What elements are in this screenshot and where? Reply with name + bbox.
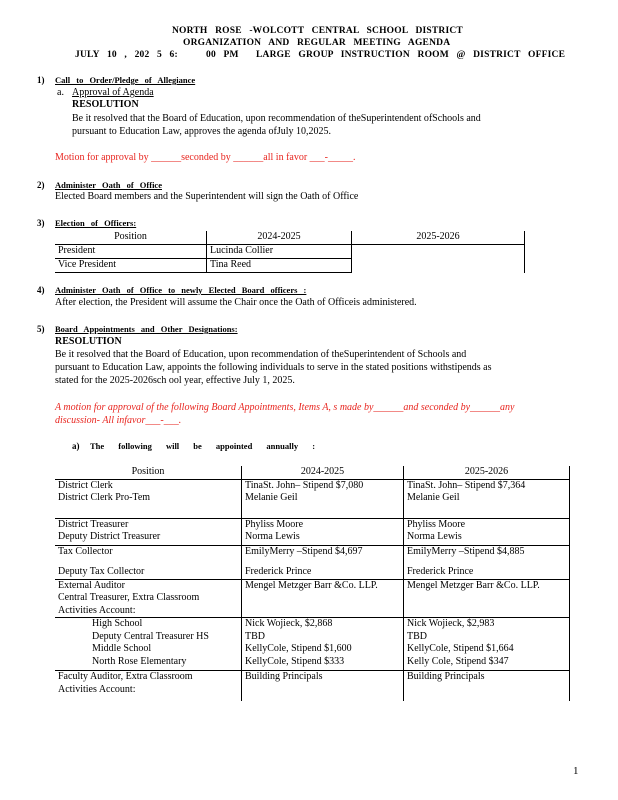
item-1a-title: Approval of Agenda [72, 87, 154, 98]
item-4-number: 4) [37, 285, 45, 295]
position-name: High School [92, 618, 143, 629]
appointments-col-2024: 2024-2025 [242, 466, 404, 479]
header-time: 00 PM [206, 50, 239, 60]
position-name: Faculty Auditor, Extra Classroom [58, 671, 193, 682]
appointee-2024: Mengel Metzger Barr &Co. LLP. [245, 579, 378, 591]
table-row [55, 545, 570, 579]
header-location: LARGE GROUP INSTRUCTION ROOM @ DISTRICT OFFICE [256, 50, 566, 60]
table-row [55, 579, 570, 618]
item-1-number: 1) [37, 75, 45, 85]
appointee-2025: Frederick Prince [407, 565, 474, 577]
position-name: District Treasurer [58, 518, 129, 530]
appointments-table [55, 466, 570, 701]
position-name: Middle School [92, 643, 152, 654]
item-5-motion-line1: A motion for approval of the following Board Appointments, Items A, s made by______and seconded by______any [55, 402, 515, 413]
officers-table [55, 231, 525, 273]
appointee-2024: KellyCole, Stipend $333 [245, 655, 345, 667]
header-meeting-type: ORGANIZATION AND REGULAR MEETING AGENDA [183, 38, 451, 48]
officers-position: Vice President [55, 259, 207, 273]
appointments-col-position: Position [131, 466, 165, 477]
appointee-2025: EmilyMerry –Stipend $4,885 [407, 545, 525, 557]
appointee-2025: Nick Wojieck, $2,983 [407, 618, 495, 629]
appointee-2024: EmilyMerry –Stipend $4,697 [245, 545, 363, 557]
item-1-resolution-label: RESOLUTION [72, 99, 139, 110]
officers-col-2025: 2025-2026 [352, 231, 525, 245]
appointee-2024: Melanie Geil [245, 492, 298, 503]
page-number: 1 [573, 765, 579, 777]
appointee-2025: TinaSt. John– Stipend $7,364 [407, 479, 526, 491]
appointee-2024: Nick Wojieck, $2,868 [245, 618, 333, 629]
item-3-title: Election of Officers: [55, 218, 137, 228]
item-2-text: Elected Board members and the Superintendent will sign the Oath of Office [55, 191, 359, 202]
appointee-2025: Melanie Geil [407, 492, 460, 503]
item-4-text: After election, the President will assume the Chair once the Oath of Officeis administered. [55, 297, 417, 308]
item-3-number: 3) [37, 218, 45, 228]
item-1-motion: Motion for approval by ______seconded by ______all in favor ___-_____. [55, 152, 356, 163]
appointee-2024: KellyCole, Stipend $1,600 [245, 643, 352, 654]
officers-2024-value: Lucinda Collier [207, 245, 352, 259]
item-5-number: 5) [37, 324, 45, 334]
position-name: District Clerk [58, 479, 113, 491]
item-1-title: Call to Order/Pledge of Allegiance [55, 75, 196, 85]
appointments-col-2025: 2025-2026 [404, 466, 570, 479]
table-row [55, 671, 570, 702]
officers-row [55, 259, 525, 273]
appointee-2025: TBD [407, 630, 427, 642]
item-4-title: Administer Oath of Office to newly Elected Board officers : [55, 285, 307, 295]
item-5a-label: a) [72, 441, 80, 451]
position-name: Tax Collector [58, 545, 113, 557]
appointee-2025: Mengel Metzger Barr &Co. LLP. [407, 579, 540, 591]
position-name: External Auditor [58, 579, 125, 591]
item-2-title: Administer Oath of Office [55, 180, 162, 190]
item-5-resolution-line3: stated for the 2025-2026sch ool year, effective July 1, 2025. [55, 375, 295, 386]
appointee-2025: Building Principals [407, 671, 485, 682]
appointee-2024: Frederick Prince [245, 565, 312, 577]
item-5-resolution-label: RESOLUTION [55, 336, 122, 347]
item-2-number: 2) [37, 180, 45, 190]
item-5-resolution-line1: Be it resolved that the Board of Education, upon recommendation of theSuperintendent of Schools and [55, 349, 467, 360]
item-5-motion-line2: discussion- All infavor___-___. [55, 415, 182, 426]
officers-row [55, 245, 525, 259]
item-5-resolution-line2: pursuant to Education Law, appoints the following individuals to serve in the stated positions withstipends as [55, 362, 492, 373]
appointee-2025: KellyCole, Stipend $1,664 [407, 643, 514, 654]
table-row [55, 518, 570, 545]
officers-2024-value: Tina Reed [207, 259, 352, 273]
officers-col-2024: 2024-2025 [207, 231, 352, 245]
appointee-2024: Norma Lewis [245, 531, 300, 542]
position-name: Deputy Tax Collector [58, 565, 145, 577]
item-1-resolution-line1: Be it resolved that the Board of Education, upon recommendation of theSuperintendent ofSchools and [72, 113, 481, 124]
item-1a-label: a. [57, 87, 64, 98]
table-row [55, 618, 570, 671]
position-name: District Clerk Pro-Tem [58, 492, 151, 503]
appointee-2024: Phyliss Moore [245, 518, 304, 530]
officers-2025-value [352, 259, 525, 273]
table-row [55, 479, 570, 518]
header-date: JULY 10 , 202 5 6: [75, 50, 178, 60]
appointee-2025: Kelly Cole, Stipend $347 [407, 655, 509, 667]
position-name: Central Treasurer, Extra Classroom [58, 592, 200, 603]
position-name: Activities Account: [58, 604, 136, 616]
item-5-title: Board Appointments and Other Designations: [55, 324, 238, 334]
officers-2025-value [352, 245, 525, 259]
item-5a-title: The following will be appointed annually : [90, 441, 316, 451]
position-name: Deputy Central Treasurer HS [92, 630, 209, 642]
appointee-2025: Norma Lewis [407, 531, 462, 542]
appointee-2024: TBD [245, 630, 265, 642]
position-name: Activities Account: [58, 683, 136, 695]
officers-position: President [55, 245, 207, 259]
appointee-2024: Building Principals [245, 671, 323, 682]
officers-col-position: Position [114, 231, 147, 242]
item-1-resolution-line2: pursuant to Education Law, approves the agenda ofJuly 10,2025. [72, 126, 332, 137]
appointee-2025: Phyliss Moore [407, 518, 466, 530]
position-name: North Rose Elementary [92, 655, 187, 667]
appointee-2024: TinaSt. John– Stipend $7,080 [245, 479, 364, 491]
header-district: NORTH ROSE -WOLCOTT CENTRAL SCHOOL DISTRICT [172, 26, 463, 36]
position-name: Deputy District Treasurer [58, 531, 161, 542]
